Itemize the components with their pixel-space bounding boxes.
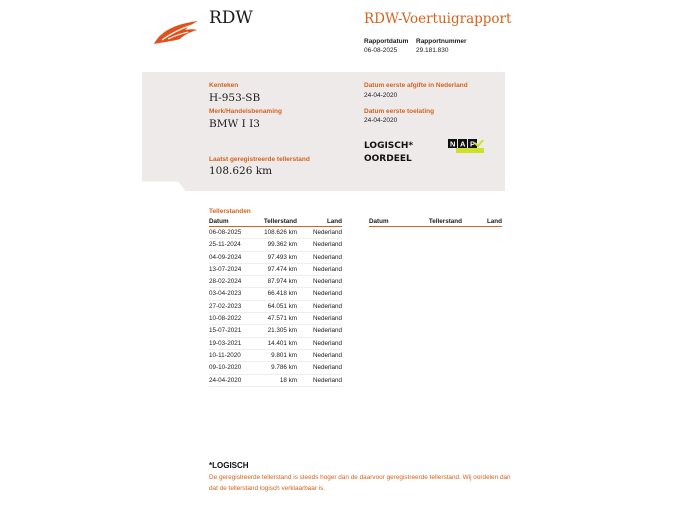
table-row [209,350,342,362]
table-header [209,218,342,227]
row-date: 10-08-2022 [209,315,242,323]
first-admission-label: Datum eerste toelating [364,108,435,115]
table-row [209,325,342,337]
table-body [209,227,342,387]
row-odometer: 99.362 km [267,241,297,249]
first-admission-value: 24-04-2020 [364,117,398,124]
table-row [209,276,342,288]
row-date: 19-03-2021 [209,339,242,347]
table-row [209,239,342,251]
col-country: Land [326,218,342,225]
odometer-label: Laatst geregistreerde tellerstand [209,156,310,163]
odometer-table-continued [369,218,502,227]
row-date: 24-04-2020 [209,376,242,384]
row-country: Nederland [312,278,342,286]
make-label: Merk/Handelsbenaming [209,108,282,115]
row-date: 13-07-2024 [209,265,242,273]
row-country: Nederland [312,265,342,273]
row-odometer: 9.786 km [271,364,297,372]
col-country-2: Land [486,218,502,225]
nap-logo-n: N [450,139,456,149]
col-odometer-2: Tellerstand [428,218,462,225]
table-row [209,338,342,350]
first-nl-value: 24-04-2020 [364,92,398,99]
row-odometer: 66.418 km [267,290,297,298]
table-row [209,301,342,313]
odometer-history-title: Tellerstanden [209,208,251,215]
table-row [209,264,342,276]
row-country: Nederland [312,229,342,236]
row-country: Nederland [312,290,342,298]
row-date: 27-02-2023 [209,302,242,310]
row-date: 15-07-2021 [209,327,242,335]
col-date-2: Datum [369,218,389,225]
row-odometer: 64.051 km [267,302,297,310]
make-value: BMW I I3 [209,118,260,130]
row-odometer: 9.801 km [271,351,297,359]
report-date: 06-08-2025 [364,47,398,54]
brand-name: RDW [209,8,253,28]
row-date: 09-10-2020 [209,364,242,372]
row-date: 25-11-2024 [209,241,241,249]
report-number-label: Rapportnummer [416,38,467,45]
odometer-table [209,218,342,387]
table-row [209,252,342,264]
row-date: 03-04-2023 [209,290,242,298]
footnote-title: *LOGISCH [209,461,249,470]
verdict-line-1: LOGISCH* [364,141,414,151]
row-country: Nederland [312,315,342,323]
nap-logo-a: A [460,139,466,149]
table-row [209,313,342,325]
row-date: 04-09-2024 [209,253,242,261]
table-row [209,288,342,300]
footnote-text: De geregistreerde tellerstand is steeds hoger dan de daarvoor geregistreerde tellerstand. Wij oordelen dan dat de tellerstand logisch verklaarbaar is. [209,474,511,492]
row-country: Nederland [312,241,342,249]
verdict [364,140,413,166]
nap-logo [448,139,484,153]
row-odometer: 21.305 km [267,327,297,335]
row-odometer: 47.571 km [267,315,297,323]
odometer-value: 108.626 km [209,165,273,177]
plate-value: H-953-SB [209,92,261,104]
report-number: 29.181.830 [416,47,449,54]
row-odometer: 14.401 km [267,339,297,347]
row-odometer: 87.974 km [267,278,297,286]
row-odometer: 97.493 km [267,253,297,261]
table-header-continued [369,218,502,227]
row-date: 10-11-2020 [209,351,241,359]
nap-logo-p: P [470,139,476,149]
row-country: Nederland [312,351,342,359]
report-title: RDW-Voertuigrapport [364,11,512,27]
table-row [209,375,342,387]
row-country: Nederland [312,302,342,310]
col-date: Datum [209,218,229,225]
vehicle-summary-band [142,72,505,191]
first-nl-label: Datum eerste afgifte in Nederland [364,82,468,89]
row-country: Nederland [312,327,342,335]
row-odometer: 18 km [279,376,297,384]
rdw-logo [152,18,202,46]
row-country: Nederland [312,339,342,347]
col-odometer: Tellerstand [263,218,297,225]
verdict-line-2: OORDEEL [364,154,412,164]
table-row [209,362,342,374]
table-row [209,227,342,239]
row-country: Nederland [312,364,342,372]
plate-label: Kenteken [209,82,239,89]
row-country: Nederland [312,376,342,384]
row-odometer: 108.626 km [264,229,297,236]
row-odometer: 97.474 km [267,265,297,273]
row-date: 28-02-2024 [209,278,242,286]
row-date: 06-08-2025 [209,229,242,236]
row-country: Nederland [312,253,342,261]
report-date-label: Rapportdatum [364,38,409,45]
